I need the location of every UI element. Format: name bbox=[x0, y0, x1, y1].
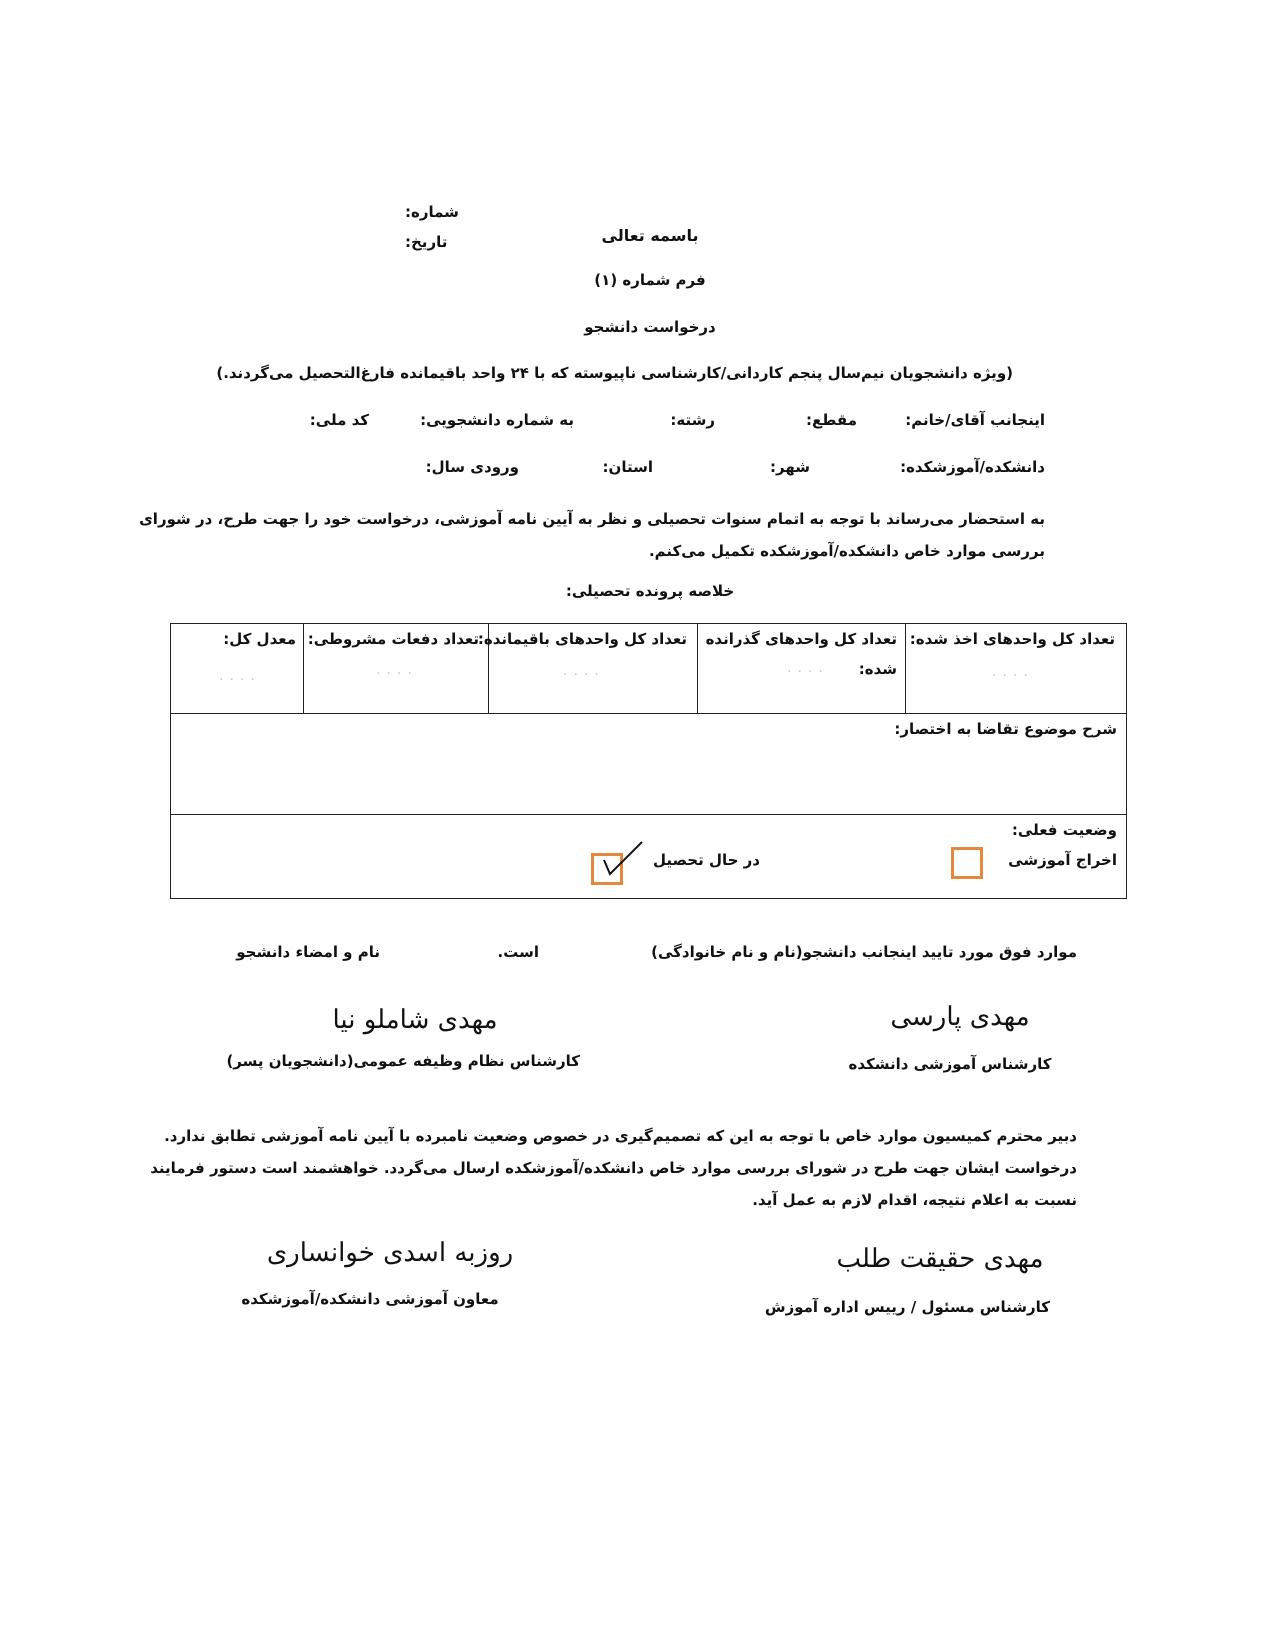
field-national-id-label: کد ملی: bbox=[309, 411, 369, 429]
option-expelled-checkbox[interactable] bbox=[951, 847, 983, 879]
col-units-passed-label: تعداد کل واحدهای گذرانده bbox=[705, 630, 897, 648]
secretary-line-1: دبیر محترم کمیسیون موارد خاص با توجه به این که تصمیم‌گیری در خصوص وضعیت نامبرده با آیین نامه آموزشی تطابق ندارد. bbox=[164, 1127, 1077, 1145]
field-level-label: مقطع: bbox=[806, 411, 857, 429]
signature-title: کارشناس نظام وظیفه عمومی(دانشجویان پسر) bbox=[226, 1052, 580, 1070]
signature-title: کارشناس مسئول / رییس اداره آموزش bbox=[764, 1298, 1050, 1316]
col-units-taken-label: تعداد کل واحدهای اخذ شده: bbox=[909, 630, 1115, 648]
signature-name: مهدی پارسی bbox=[890, 1002, 1030, 1032]
column-divider bbox=[697, 623, 698, 713]
column-divider bbox=[303, 623, 304, 713]
option-studying-label: در حال تحصیل bbox=[653, 851, 760, 869]
field-faculty-label: دانشکده/آموزشکده: bbox=[900, 458, 1045, 476]
field-student-id-label: به شماره دانشجویی: bbox=[420, 411, 574, 429]
field-city-label: شهر: bbox=[770, 458, 810, 476]
confirm-text: موارد فوق مورد تایید اینجانب دانشجو(نام و نام خانوادگی) bbox=[651, 943, 1077, 961]
page-subtitle: (ویژه دانشجویان نیم‌سال پنجم کاردانی/کارشناسی ناپیوسته که با ۲۴ واحد باقیمانده فارغ‌التحصیل می‌گردند.) bbox=[216, 364, 1013, 382]
check-mark-icon bbox=[600, 838, 650, 878]
col-units-remaining-value: .... bbox=[563, 663, 605, 679]
secretary-line-3: نسبت به اعلام نتیجه، اقدام لازم به عمل آید. bbox=[752, 1191, 1077, 1209]
signature-name: مهدی شاملو نیا bbox=[332, 1005, 498, 1035]
date-label: تاریخ: bbox=[405, 233, 448, 251]
field-entry-year-label: ورودی سال: bbox=[425, 458, 519, 476]
field-province-label: استان: bbox=[602, 458, 653, 476]
summary-title: خلاصه پرونده تحصیلی: bbox=[565, 582, 735, 600]
request-paragraph bbox=[139, 503, 1045, 567]
col-units-passed-value: .... bbox=[787, 660, 829, 676]
page-title: درخواست دانشجو bbox=[584, 318, 716, 336]
column-divider bbox=[905, 623, 906, 713]
col-units-taken-value: .... bbox=[992, 664, 1034, 680]
secretary-paragraph bbox=[150, 1120, 1077, 1216]
signature-title: کارشناس آموزشی دانشکده bbox=[848, 1055, 1052, 1073]
field-name-label: اینجانب آقای/خانم: bbox=[905, 411, 1045, 429]
student-signature-label: نام و امضاء دانشجو bbox=[236, 943, 380, 961]
invocation: باسمه تعالی bbox=[601, 226, 699, 245]
signature-title: معاون آموزشی دانشکده/آموزشکده bbox=[241, 1290, 499, 1308]
request-line-1: به استحضار می‌رساند با توجه به اتمام سنوات تحصیلی و نظر به آیین نامه آموزشی، درخواست خود را جهت طرح، در شورای bbox=[139, 510, 1045, 528]
status-label: وضعیت فعلی: bbox=[1011, 821, 1117, 839]
number-label: شماره: bbox=[405, 203, 459, 221]
request-description-label: شرح موضوع تقاضا به اختصار: bbox=[894, 720, 1117, 738]
col-gpa-value: .... bbox=[219, 668, 261, 684]
col-probation-value: .... bbox=[376, 662, 418, 678]
option-expelled-label: اخراج آموزشی bbox=[1008, 851, 1117, 869]
col-units-passed-label-2: شده: bbox=[858, 660, 897, 678]
form-number: فرم شماره (۱) bbox=[594, 271, 706, 289]
confirm-is: است. bbox=[497, 943, 539, 961]
col-gpa-label: معدل کل: bbox=[223, 630, 296, 648]
table-divider bbox=[170, 814, 1127, 815]
signature-name: مهدی حقیقت طلب bbox=[836, 1244, 1044, 1274]
secretary-line-2: درخواست ایشان جهت طرح در شورای بررسی موارد خاص دانشکده/آموزشکده ارسال می‌گردد. خواهشمند است دستور فرمایند bbox=[150, 1159, 1077, 1177]
field-major-label: رشته: bbox=[670, 411, 715, 429]
col-probation-label: تعداد دفعات مشروطی: bbox=[307, 630, 479, 648]
signature-name: روزبه اسدی خوانساری bbox=[266, 1238, 514, 1268]
request-line-2: بررسی موارد خاص دانشکده/آموزشکده تکمیل می‌کنم. bbox=[648, 542, 1045, 560]
col-units-remaining-label: تعداد کل واحدهای باقیمانده: bbox=[477, 630, 687, 648]
table-divider bbox=[170, 713, 1127, 714]
